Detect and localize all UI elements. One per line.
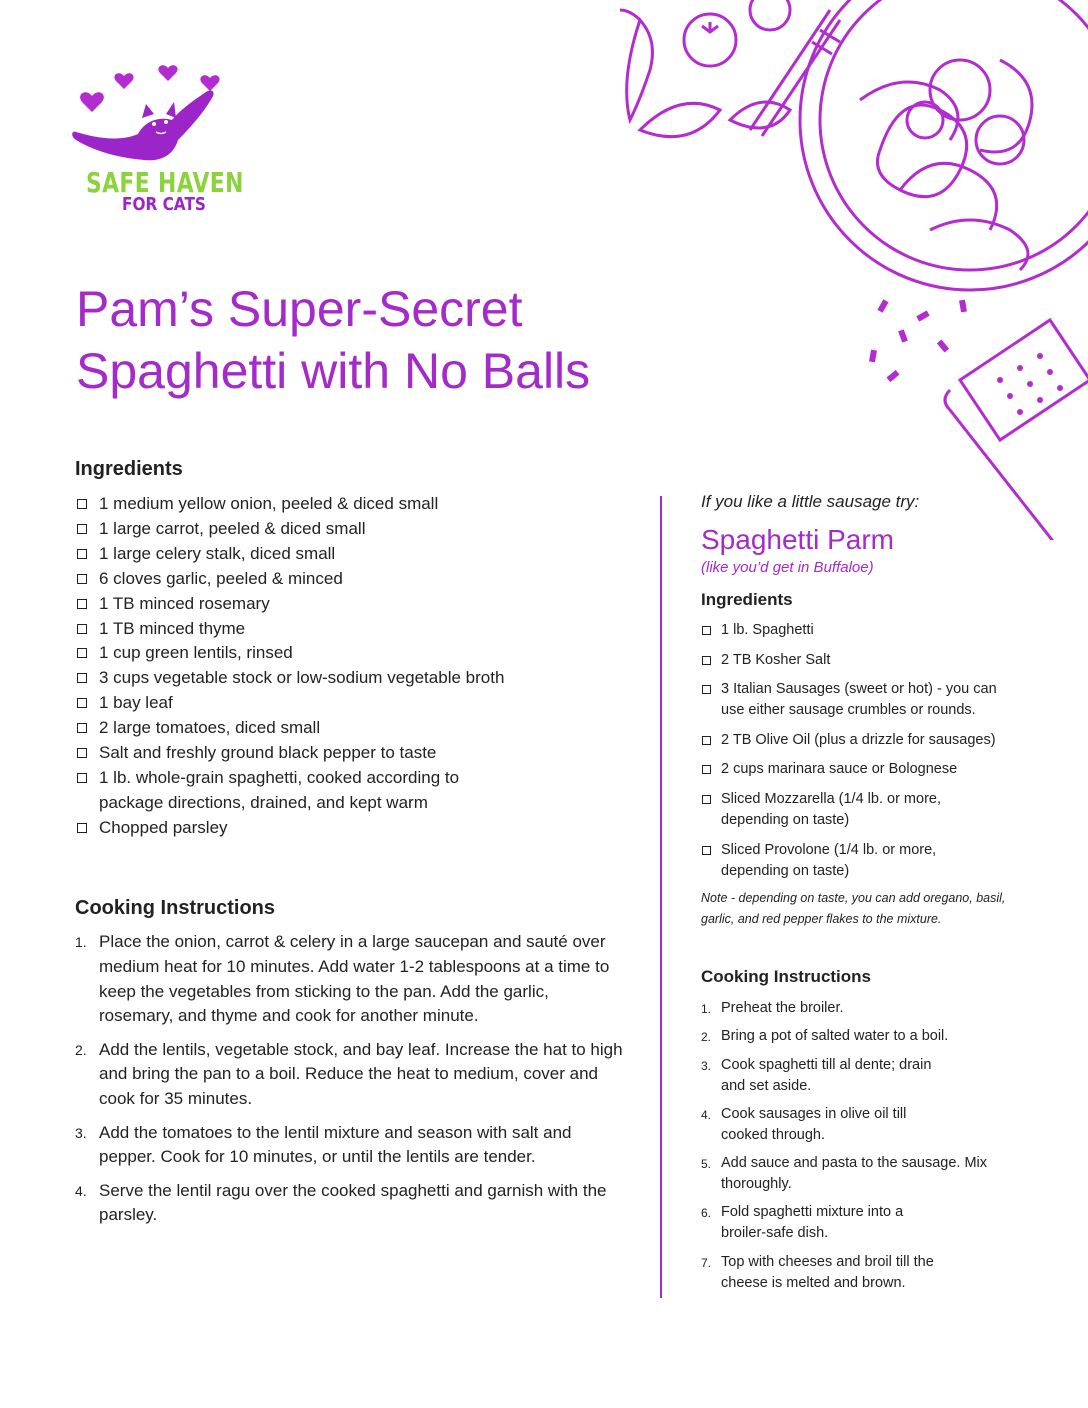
sidebar-ingredient-item: Sliced Mozzarella (1/4 lb. or more, depending on taste)	[701, 789, 961, 831]
ingredient-item: 1 medium yellow onion, peeled & diced small	[75, 492, 635, 517]
cooking-instructions-heading: Cooking Instructions	[75, 897, 275, 919]
checkbox-icon	[77, 673, 87, 683]
sidebar-ingredient-item: 2 TB Kosher Salt	[701, 650, 1046, 671]
title-line-2: Spaghetti with No Balls	[76, 343, 591, 399]
ingredient-item: 1 cup green lentils, rinsed	[75, 641, 635, 666]
title-line-1: Pam’s Super-Secret	[76, 281, 523, 337]
checkbox-icon	[77, 823, 87, 833]
step-number: 5.	[701, 1157, 712, 1172]
checkbox-icon	[702, 656, 711, 665]
step-number: 6.	[701, 1206, 712, 1221]
sidebar-ingredient-item: 2 TB Olive Oil (plus a drizzle for sausages)	[701, 730, 1046, 751]
step-number: 1.	[701, 1002, 712, 1016]
step-number: 3.	[75, 1124, 87, 1141]
checkbox-icon	[77, 723, 87, 733]
checkbox-icon	[77, 624, 87, 634]
step-number: 4.	[75, 1182, 87, 1199]
checkbox-icon	[77, 524, 87, 534]
sidebar-title: Spaghetti Parm	[701, 524, 894, 555]
checkbox-icon	[702, 846, 711, 855]
sidebar-note: Note - depending on taste, you can add oregano, basil, garlic, and red pepper flakes to the mixture.	[701, 891, 1006, 926]
step-number: 7.	[701, 1255, 712, 1270]
step-number: 2.	[75, 1041, 87, 1058]
ingredient-item: Salt and freshly ground black pepper to taste	[75, 741, 635, 766]
cooking-step: 4. Serve the lentil ragu over the cooked spaghetti and garnish with the parsley.	[75, 1180, 607, 1225]
sidebar-step: 6. Fold spaghetti mixture into a broiler-safe dish.	[701, 1204, 904, 1242]
ingredient-item: 1 TB minced rosemary	[75, 592, 635, 617]
sidebar-step: 4. Cook sausages in olive oil till cooked through.	[701, 1105, 907, 1143]
sidebar-ingredient-item: 1 lb. Spaghetti	[701, 620, 1046, 641]
step-number: 1.	[75, 934, 87, 950]
checkbox-icon	[77, 698, 87, 708]
ingredient-item: 2 large tomatoes, diced small	[75, 716, 635, 741]
sidebar-steps-list	[701, 998, 1041, 1301]
step-number: 3.	[701, 1058, 712, 1073]
checkbox-icon	[77, 574, 87, 584]
ingredients-list	[75, 492, 635, 841]
checkbox-icon	[77, 773, 87, 783]
ingredient-item: 1 large carrot, peeled & diced small	[75, 517, 635, 542]
ingredient-item: 1 large celery stalk, diced small	[75, 542, 635, 567]
sidebar-step: 2. Bring a pot of salted water to a boil.	[701, 1026, 1041, 1047]
sidebar-ingredient-item: 3 Italian Sausages (sweet or hot) - you can use either sausage crumbles or rounds.	[701, 679, 1021, 721]
cooking-steps-list	[75, 930, 625, 1237]
logo-text-for-cats: FOR CATS	[122, 194, 206, 215]
pasta-illustration-icon	[580, 0, 1088, 540]
checkbox-icon	[77, 549, 87, 559]
logo-text-safe-haven: SAFE HAVEN	[86, 166, 244, 199]
ingredient-item: 1 bay leaf	[75, 691, 635, 716]
checkbox-icon	[77, 748, 87, 758]
checkbox-icon	[77, 499, 87, 509]
ingredient-item: 3 cups vegetable stock or low-sodium vegetable broth	[75, 666, 635, 691]
page-title	[76, 278, 696, 402]
sidebar-step: 3. Cook spaghetti till al dente; drain and set aside.	[701, 1056, 932, 1094]
checkbox-icon	[702, 685, 711, 694]
sidebar-subtitle: (like you’d get in Buffaloe)	[701, 559, 874, 576]
ingredient-item: 1 lb. whole-grain spaghetti, cooked according to package directions, drained, and kept warm	[75, 766, 499, 816]
sidebar-ingredient-item: 2 cups marinara sauce or Bolognese	[701, 759, 1046, 780]
checkbox-icon	[702, 626, 711, 635]
step-number: 2.	[701, 1030, 712, 1045]
sidebar-step: 5. Add sauce and pasta to the sausage. Mix thoroughly.	[701, 1155, 988, 1193]
sidebar-ingredient-item: Sliced Provolone (1/4 lb. or more, depending on taste)	[701, 840, 961, 882]
sidebar-intro: If you like a little sausage try:	[701, 492, 920, 511]
sidebar-cooking-heading: Cooking Instructions	[701, 967, 871, 986]
sidebar-ingredients-list	[701, 620, 1046, 890]
logo	[70, 58, 250, 218]
ingredient-item: 6 cloves garlic, peeled & minced	[75, 567, 635, 592]
cat-logo-icon	[70, 58, 250, 173]
checkbox-icon	[702, 765, 711, 774]
ingredient-item: Chopped parsley	[75, 816, 635, 841]
checkbox-icon	[702, 795, 711, 804]
checkbox-icon	[77, 648, 87, 658]
cooking-step: 2. Add the lentils, vegetable stock, and bay leaf. Increase the hat to high and bring the pan to a boil. Reduce the heat to medium, cover and cook for 35 minutes.	[75, 1039, 623, 1109]
checkbox-icon	[77, 599, 87, 609]
column-divider	[660, 496, 662, 1298]
ingredients-heading: Ingredients	[75, 458, 183, 480]
sidebar-ingredients-heading: Ingredients	[701, 590, 793, 609]
cooking-step: 1. Place the onion, carrot & celery in a large saucepan and sauté over medium heat for 10 minutes. Add water 1-2 tablespoons at a time to keep the vegetables from sticking to the pan. Add the garlic, rosemary, and thyme and cook for another minute.	[75, 932, 610, 1026]
sidebar-step: 7. Top with cheeses and broil till the cheese is melted and brown.	[701, 1253, 934, 1291]
checkbox-icon	[702, 736, 711, 745]
sidebar-step: 1. Preheat the broiler.	[701, 998, 1041, 1019]
cooking-step: 3. Add the tomatoes to the lentil mixture and season with salt and pepper. Cook for 10 minutes, or until the lentils are tender.	[75, 1122, 572, 1167]
step-number: 4.	[701, 1107, 712, 1122]
ingredient-item: 1 TB minced thyme	[75, 617, 635, 642]
